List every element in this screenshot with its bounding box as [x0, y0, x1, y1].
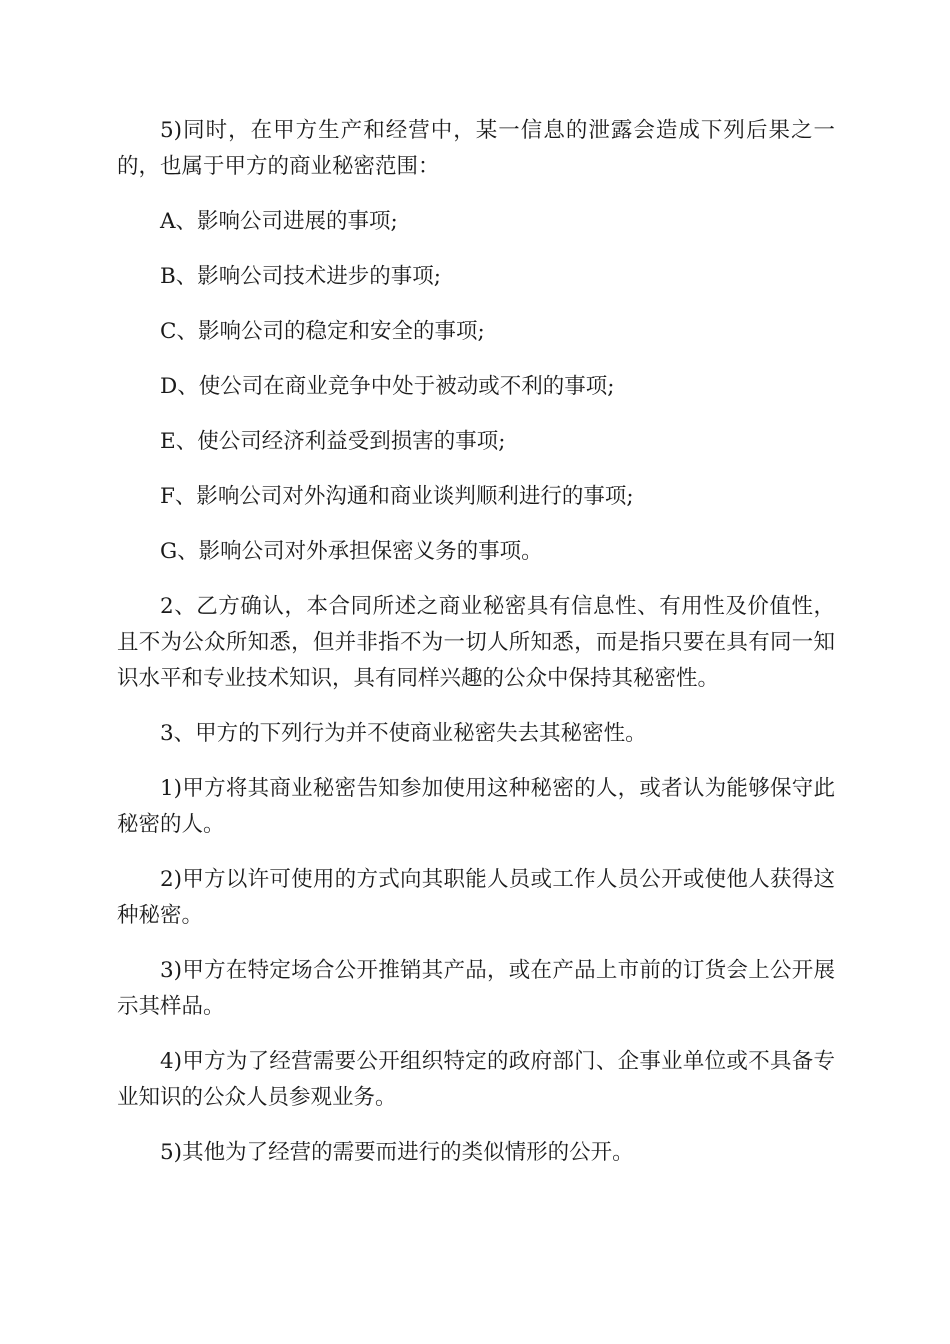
list-item-d: D、使公司在商业竞争中处于被动或不利的事项;	[160, 374, 615, 399]
clause-3-item-1: 1)甲方将其商业秘密告知参加使用这种秘密的人，或者认为能够保守此秘密的人。	[117, 776, 835, 837]
list-item-b: B、影响公司技术进步的事项;	[160, 264, 442, 289]
list-item-f: F、影响公司对外沟通和商业谈判顺利进行的事项;	[160, 484, 634, 509]
clause-3-item-5: 5)其他为了经营的需要而进行的类似情形的公开。	[160, 1140, 634, 1165]
clause-3-heading: 3、甲方的下列行为并不使商业秘密失去其秘密性。	[160, 721, 647, 746]
clause-2-confirmation: 2、乙方确认，本合同所述之商业秘密具有信息性、有用性及价值性，且不为公众所知悉，但并非指不为一切人所知悉，而是指只要在具有同一知识水平和专业技术知识，具有同样兴趣的公众中保持其秘密性。	[117, 594, 835, 691]
paragraph-secret-scope: 5)同时，在甲方生产和经营中，某一信息的泄露会造成下列后果之一的，也属于甲方的商业秘密范围：	[117, 118, 835, 179]
list-item-a: A、影响公司进展的事项;	[160, 209, 398, 234]
clause-3-item-2: 2)甲方以许可使用的方式向其职能人员或工作人员公开或使他人获得这种秘密。	[117, 867, 835, 928]
list-item-c: C、影响公司的稳定和安全的事项;	[160, 319, 485, 344]
document-body	[117, 113, 835, 1190]
list-item-e: E、使公司经济利益受到损害的事项;	[160, 429, 506, 454]
list-item-g: G、影响公司对外承担保密义务的事项。	[160, 539, 543, 564]
clause-3-item-4: 4)甲方为了经营需要公开组织特定的政府部门、企事业单位或不具备专业知识的公众人员参观业务。	[117, 1049, 835, 1110]
clause-3-item-3: 3)甲方在特定场合公开推销其产品，或在产品上市前的订货会上公开展示其样品。	[117, 958, 835, 1019]
